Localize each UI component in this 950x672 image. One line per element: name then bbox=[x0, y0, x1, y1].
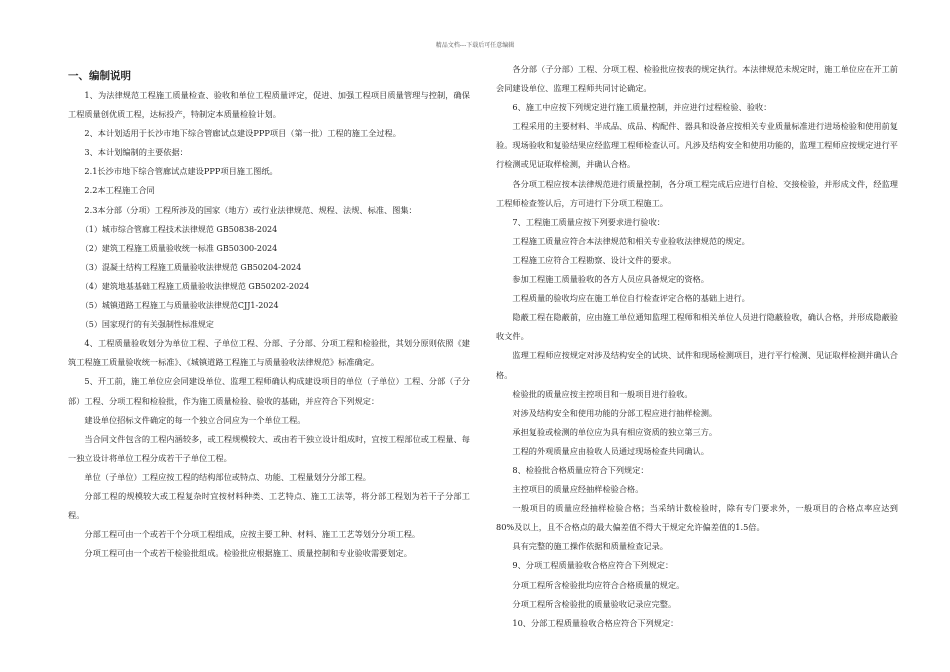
acceptance-item: 工程的外观质量应由验收人员通过现场检查共同确认。 bbox=[512, 445, 709, 456]
subitem-item: 分项工程所含检验批的质量验收记录应完整。 bbox=[512, 598, 677, 609]
paragraph-5: 5、开工前，施工单位应会同建设单位、监理工程师确认构成建设项目的单位（子单位）工程、分部（子分部）工程、分项工程和检验批，作为施工质量检验、验收的基础，并应符合下列规定： bbox=[68, 376, 470, 406]
basis-item-2: 2.2本工程施工合同 bbox=[84, 185, 155, 196]
control-item: 工程采用的主要材料、半成品、成品、构配件、器具和设备应按相关专业质量标准进行进场检验和使用前复验。现场验收和复验结果应经监理工程师检查认可。凡涉及结构安全和使用功能的，监理工程师应按规定进行平行检测或见证取样检测，并确认合格。 bbox=[496, 121, 898, 170]
paragraph-1: 1、为法律规范工程施工质量检查、验收和单位工程质量评定，促进、加强工程项目质量管理与控制，确保工程质量创优质工程，达标投产，特制定本质量检验计划。 bbox=[68, 90, 470, 120]
paragraph-10: 10、分部工程质量验收合格应符合下列规定： bbox=[512, 617, 679, 628]
acceptance-item: 对涉及结构安全和使用功能的分部工程应进行抽样检测。 bbox=[512, 407, 718, 418]
rule-item: 建设单位招标文件确定的每一个独立合同应为一个单位工程。 bbox=[84, 414, 306, 425]
rule-item: 当合同文件包含的工程内涵较多，或工程规模较大、或由若干独立设计组成时，宜按工程部位或工程量、每一独立设计将单位工程分成若干子单位工程。 bbox=[68, 433, 470, 463]
rule-item: 分部工程的规模较大或工程复杂时宜按材料种类、工艺特点、施工工法等，将分部工程划为若干子分部工程。 bbox=[68, 490, 470, 521]
acceptance-item: 工程施工质量应符合本法律规范和相关专业验收法律规范的规定。 bbox=[512, 235, 750, 246]
basis-item-1: 2.1长沙市地下综合管廊试点建设PPP项目施工图纸。 bbox=[84, 166, 278, 177]
section-title: 一、编制说明 bbox=[68, 70, 131, 82]
paragraph-4: 4、工程质量验收划分为单位工程、子单位工程、分部、子分部、分项工程和检验批，其划分原则依照《建筑工程施工质量验收统一标准》、《城镇道路工程施工与质量验收法律规范》标准确定。 bbox=[68, 338, 470, 368]
batch-item: 具有完整的施工操作依据和质量检查记录。 bbox=[512, 541, 668, 552]
acceptance-item: 监理工程师应按规定对涉及结构安全的试块、试件和现场检测项目，进行平行检测、见证取样检测并确认合格。 bbox=[496, 350, 898, 380]
paragraph-8: 8、检验批合格质量应符合下列规定： bbox=[512, 464, 649, 475]
rule-item: 单位（子单位）工程应按工程的结构部位或特点、功能、工程量划分分部工程。 bbox=[84, 471, 371, 482]
left-column bbox=[68, 66, 470, 563]
standard-item: （5）城镇道路工程施工与质量验收法律规范CJJ1-2024 bbox=[80, 301, 279, 311]
acceptance-item: 检验批的质量应按主控项目和一般项目进行验收。 bbox=[512, 388, 693, 399]
paragraph-2: 2、本计划适用于长沙市地下综合管廊试点建设PPP项目（第一批）工程的施工全过程。 bbox=[84, 128, 401, 139]
paragraph-continued: 各分部（子分部）工程、分项工程、检验批应按表的规定执行。本法律规范未规定时，施工单位应在开工前会同建设单位、监理工程师共同讨论确定。 bbox=[496, 64, 898, 94]
paragraph-3: 3、本计划编制的主要依据： bbox=[84, 147, 188, 158]
paragraph-9: 9、分项工程质量验收合格应符合下列规定： bbox=[512, 560, 674, 571]
rule-item: 分项工程可由一个或若干检验批组成。检验批应根据施工、质量控制和专业验收需要划定。 bbox=[84, 548, 412, 559]
paragraph-6: 6、施工中应按下列规定进行施工质量控制，并应进行过程检验、验收： bbox=[512, 102, 772, 113]
acceptance-item: 工程施工应符合工程勘察、设计文件的要求。 bbox=[512, 254, 677, 265]
standard-item: （3）混凝土结构工程施工质量验收法律规范 GB50204-2024 bbox=[80, 262, 302, 272]
basis-item-3: 2.3本分部（分项）工程所涉及的国家（地方）或行业法律规范、规程、法规、标准、图集： bbox=[84, 204, 417, 215]
standard-item: （2）建筑工程施工质量验收统一标准 GB50300-2024 bbox=[80, 243, 278, 253]
right-column bbox=[496, 60, 898, 633]
acceptance-item: 工程质量的验收均应在施工单位自行检查评定合格的基础上进行。 bbox=[512, 293, 750, 304]
batch-item: 一般项目的质量应经抽样检验合格；当采纳计数检验时，除有专门要求外，一般项目的合格点率应达到80%及以上，且不合格点的最大偏差值不得大于规定允许偏差值的1.5倍。 bbox=[496, 503, 898, 533]
standard-item: （5）国家现行的有关强制性标准规定 bbox=[80, 320, 214, 330]
rule-item: 分部工程可由一个或若干个分项工程组成，应按主要工种、材料、施工工艺等划分分项工程。 bbox=[84, 529, 421, 540]
control-item: 各分项工程应按本法律规范进行质量控制，各分项工程完成后应进行自检、交接检验，并形成文件，经监理工程师检查签认后，方可进行下分项工程施工。 bbox=[496, 178, 898, 208]
acceptance-item: 隐蔽工程在隐蔽前，应由施工单位通知监理工程师和相关单位人员进行隐蔽验收，确认合格，并形成隐蔽验收文件。 bbox=[496, 312, 898, 342]
acceptance-item: 承担复验或检测的单位应为具有相应资质的独立第三方。 bbox=[512, 426, 718, 437]
header-note: 精品文档---下载后可任意编辑 bbox=[435, 42, 515, 49]
acceptance-item: 参加工程施工质量验收的各方人员应具备规定的资格。 bbox=[512, 274, 709, 285]
batch-item: 主控项目的质量应经抽样检验合格。 bbox=[512, 484, 644, 495]
subitem-item: 分项工程所含检验批均应符合合格质量的规定。 bbox=[512, 579, 685, 590]
paragraph-7: 7、工程施工质量应按下列要求进行验收： bbox=[512, 216, 665, 227]
standard-item: （4）建筑地基基础工程施工质量验收法律规范 GB50202-2024 bbox=[80, 281, 310, 291]
standard-item: （1）城市综合管廊工程技术法律规范 GB50838-2024 bbox=[80, 224, 278, 234]
